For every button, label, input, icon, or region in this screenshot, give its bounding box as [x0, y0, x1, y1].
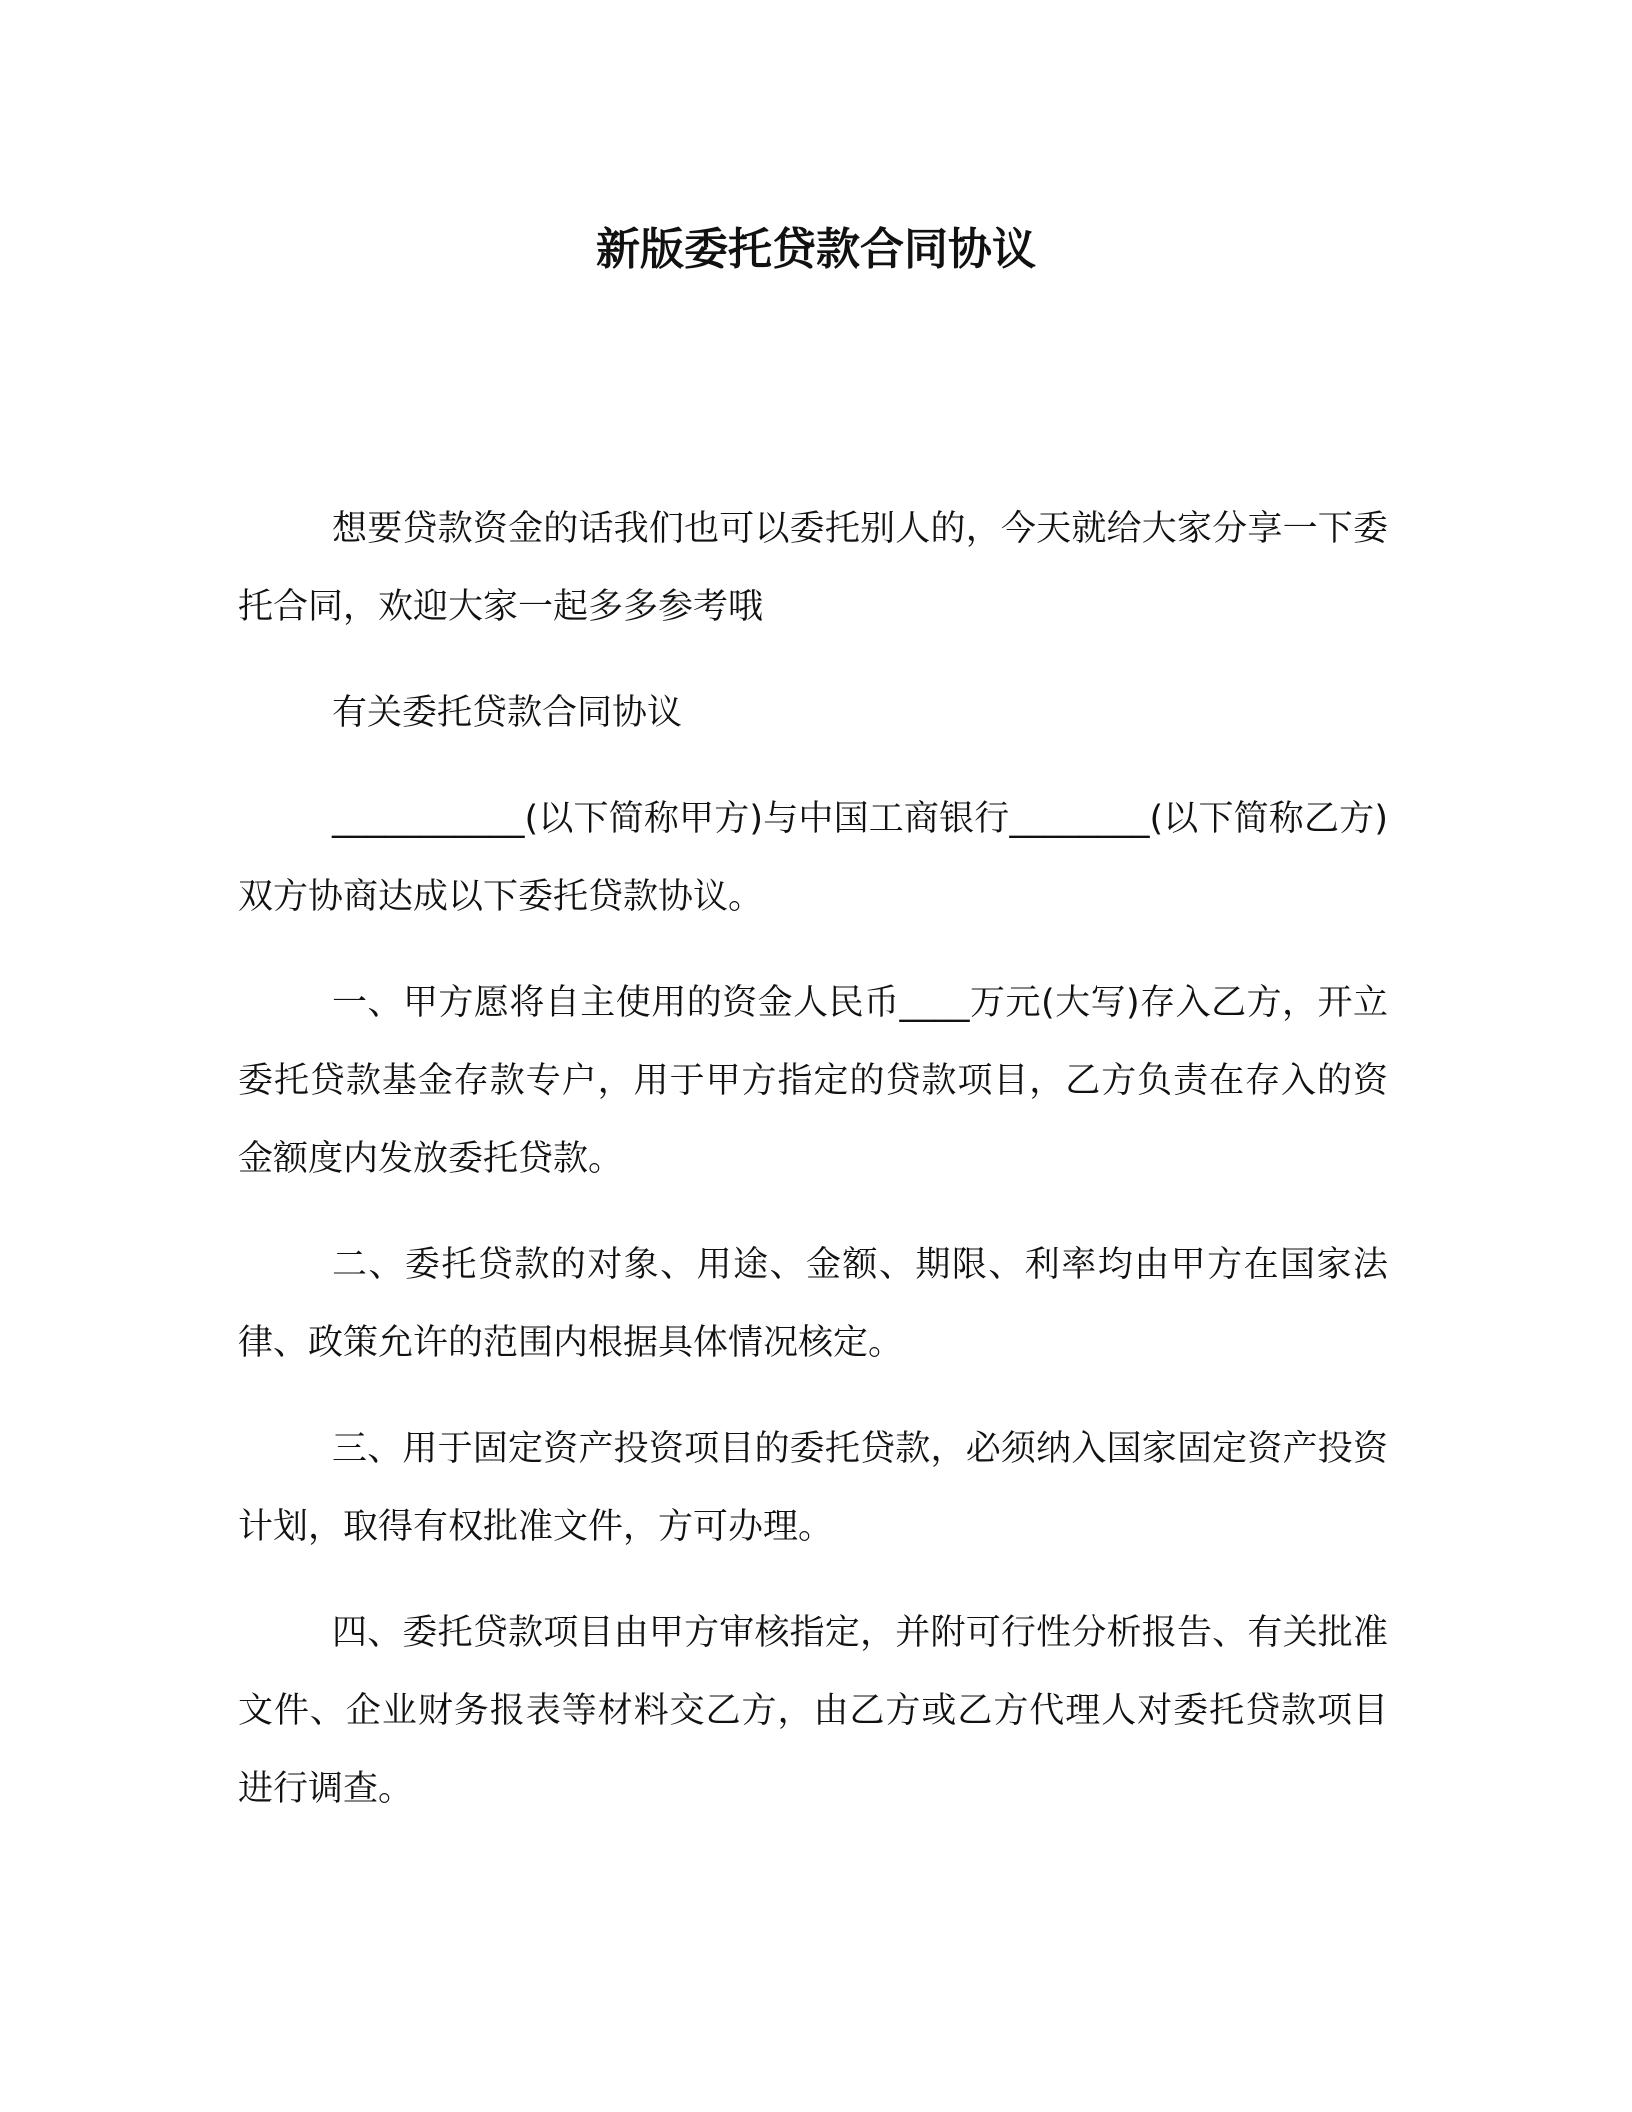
clause-1: 一、甲方愿将自主使用的资金人民币____万元(大写)存入乙方，开立委托贷款基金存款专户，用于甲方指定的贷款项目，乙方负责在存入的资金额度内发放委托贷款。 [238, 983, 1388, 1179]
section-heading: 有关委托贷款合同协议 [332, 693, 683, 733]
document-body [238, 490, 1388, 1856]
clause-4: 四、委托贷款项目由甲方审核指定，并附可行性分析报告、有关批准文件、企业财务报表等材料交乙方，由乙方或乙方代理人对委托贷款项目进行调查。 [238, 1613, 1388, 1809]
clause-2: 二、委托贷款的对象、用途、金额、期限、利率均由甲方在国家法律、政策允许的范围内根据具体情况核定。 [238, 1245, 1388, 1363]
intro-paragraph: 想要贷款资金的话我们也可以委托别人的，今天就给大家分享一下委托合同，欢迎大家一起多多参考哦 [238, 509, 1388, 627]
parties-paragraph: ___________(以下简称甲方)与中国工商银行________(以下简称乙方)双方协商达成以下委托贷款协议。 [238, 799, 1388, 917]
clause-3: 三、用于固定资产投资项目的委托贷款，必须纳入国家固定资产投资计划，取得有权批准文件，方可办理。 [238, 1429, 1388, 1547]
document-title: 新版委托贷款合同协议 [596, 224, 1036, 275]
